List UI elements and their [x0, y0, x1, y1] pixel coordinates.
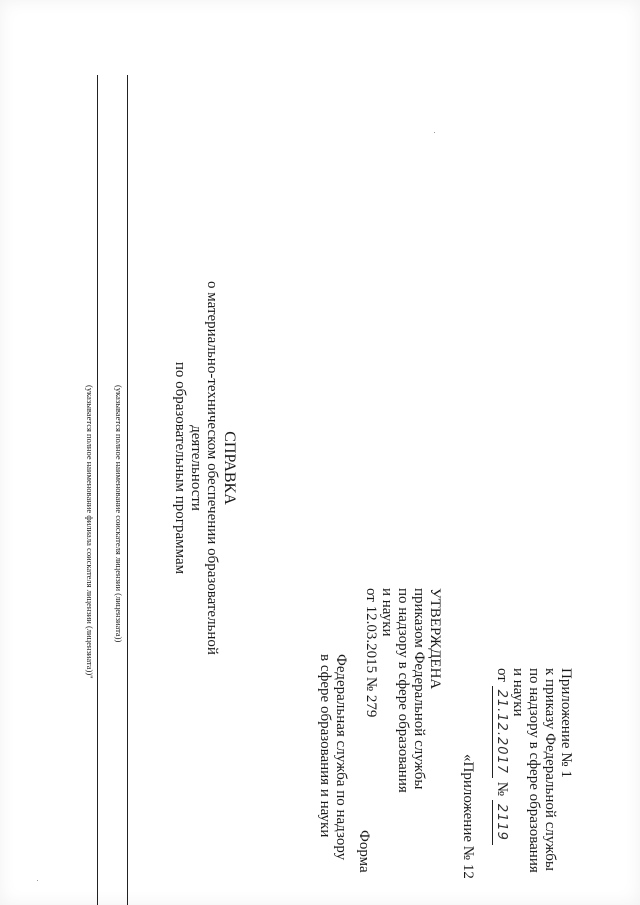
appendix-num-handwritten: 2119 [492, 800, 509, 845]
approved-title: УТВЕРЖДЕНА [427, 588, 443, 690]
document-title-line-2: о материально-техническом обеспечении образовательной деятельности [188, 281, 220, 655]
approved-line-4: от 12.03.2015 № 279 [363, 588, 379, 718]
license-applicant-caption: (указывается полное наименование соискателя лицензии (лицензиата)) [114, 385, 124, 643]
document-title-line-1: СПРАВКА [221, 431, 238, 505]
service-block [317, 654, 349, 860]
scan-speck [434, 132, 435, 133]
appendix-num-prefix: № [494, 781, 510, 797]
document-title [172, 258, 238, 678]
license-applicant-field-line [127, 75, 128, 905]
appendix-line-4: и науки [510, 668, 526, 717]
appendix-date-handwritten: 21.12.2017 [492, 686, 509, 778]
approved-block [363, 588, 443, 793]
service-line-2: в сфере образования и науки [317, 654, 333, 838]
branch-field-line [97, 75, 98, 905]
appendix-12-label: «Приложение № 12 [460, 754, 476, 879]
service-line-1: Федеральная служба по надзору [333, 654, 349, 861]
approved-line-1: приказом Федеральной службы [411, 588, 427, 790]
appendix-line-1: Приложение № 1 [558, 668, 574, 778]
approved-line-3: и науки [379, 588, 395, 637]
form-label: Форма [356, 830, 372, 873]
appendix-date-prefix: от [494, 668, 510, 682]
appendix-line-3: по надзору в сфере образования [526, 668, 542, 873]
appendix-line-2: к приказу Федеральной службы [542, 668, 558, 872]
document-title-line-3: по образовательным программам [172, 361, 188, 575]
appendix-block [492, 668, 574, 873]
appendix-date-line [492, 668, 510, 873]
scan-speck [37, 880, 38, 881]
branch-caption: (указывается полное наименование филиала соискателя лицензии (лицензиата))" [85, 385, 95, 679]
approved-line-2: по надзору в сфере образования [395, 588, 411, 793]
